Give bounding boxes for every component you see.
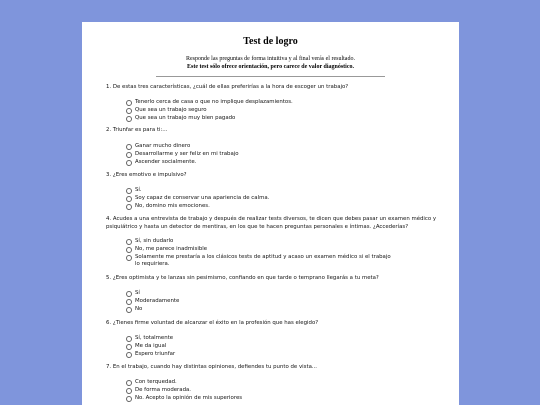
question-7: 7. En el trabajo, cuando hay distintas opiniones, defiendes tu punto de vista... <box>106 364 318 370</box>
radio-button[interactable] <box>126 307 132 313</box>
q5-option-1[interactable]: Sí <box>126 290 395 297</box>
radio-button[interactable] <box>126 255 132 261</box>
test-page <box>82 22 459 405</box>
radio-button[interactable] <box>126 160 132 166</box>
radio-button[interactable] <box>126 116 132 122</box>
radio-button[interactable] <box>126 100 132 106</box>
radio-button[interactable] <box>126 204 132 210</box>
radio-button[interactable] <box>126 196 132 202</box>
radio-button[interactable] <box>126 396 132 402</box>
question-1: 1. De estas tres características, ¿cuál de ellas preferirías a la hora de escoger un trabajo? <box>106 84 349 90</box>
q3-option-3[interactable]: No, domino mis emociones. <box>126 203 395 210</box>
divider <box>156 76 385 77</box>
q3-option-2[interactable]: Soy capaz de conservar una apariencia de calma. <box>126 195 395 202</box>
q1-option-2[interactable]: Que sea un trabajo seguro <box>126 107 395 114</box>
radio-button[interactable] <box>126 108 132 114</box>
radio-button[interactable] <box>126 188 132 194</box>
question-2: 2. Triunfar es para ti:... <box>106 127 168 133</box>
radio-button[interactable] <box>126 239 132 245</box>
question-3: 3. ¿Eres emotivo e impulsivo? <box>106 172 187 178</box>
q4-option-2[interactable]: No, me parece inadmisible <box>126 246 395 253</box>
q6-option-3[interactable]: Espero triunfar <box>126 351 395 358</box>
question-6: 6. ¿Tienes firme voluntad de alcanzar el éxito en la profesión que has elegido? <box>106 320 319 326</box>
question-4: 4. Acudes a una entrevista de trabajo y después de realizar tests diversos, te dicen que debes pasar un examen médico y psiquiátrico y hasta un detector de mentiras, en los que te hacen preguntas personales e íntimas. ¿Accederías? <box>106 216 437 230</box>
intro <box>82 55 459 71</box>
q3-option-1[interactable]: Sí. <box>126 187 395 194</box>
question-5: 5. ¿Eres optimista y te lanzas sin pesimismo, confiando en que tarde o temprano llegarás a tu meta? <box>106 275 379 281</box>
q4-option-1[interactable]: Sí, sin dudarlo <box>126 238 395 245</box>
q2-option-1[interactable]: Ganar mucho dinero <box>126 143 395 150</box>
q7-option-3[interactable]: No. Acepto la opinión de mis superiores <box>126 395 395 402</box>
q1-option-3[interactable]: Que sea un trabajo muy bien pagado <box>126 115 395 122</box>
radio-button[interactable] <box>126 336 132 342</box>
q7-option-1[interactable]: Con terquedad. <box>126 379 395 386</box>
radio-button[interactable] <box>126 299 132 305</box>
radio-button[interactable] <box>126 388 132 394</box>
q6-option-2[interactable]: Me da igual <box>126 343 395 350</box>
q7-option-2[interactable]: De forma moderada. <box>126 387 395 394</box>
q4-option-3[interactable]: Solamente me prestaría a los clásicos tests de aptitud y acaso un examen médico si el trabajo lo requiriera. <box>126 254 395 268</box>
intro-disclaimer: Este test sólo ofrece orientación, pero carece de valor diagnóstico. <box>186 64 355 70</box>
page-title: Test de logro <box>243 36 298 47</box>
q5-option-3[interactable]: No <box>126 306 395 313</box>
radio-button[interactable] <box>126 144 132 150</box>
radio-button[interactable] <box>126 352 132 358</box>
radio-button[interactable] <box>126 247 132 253</box>
q5-option-2[interactable]: Moderadamente <box>126 298 395 305</box>
radio-button[interactable] <box>126 291 132 297</box>
radio-button[interactable] <box>126 380 132 386</box>
radio-button[interactable] <box>126 152 132 158</box>
q2-option-2[interactable]: Desarrollarme y ser feliz en mi trabajo <box>126 151 395 158</box>
q1-option-1[interactable]: Tenerlo cerca de casa o que no implique desplazamientos. <box>126 99 395 106</box>
q2-option-3[interactable]: Ascender socialmente. <box>126 159 395 166</box>
intro-instructions: Responde las preguntas de forma intuitiva y al final verás el resultado. <box>186 56 355 62</box>
q6-option-1[interactable]: Sí, totalmente <box>126 335 395 342</box>
radio-button[interactable] <box>126 344 132 350</box>
